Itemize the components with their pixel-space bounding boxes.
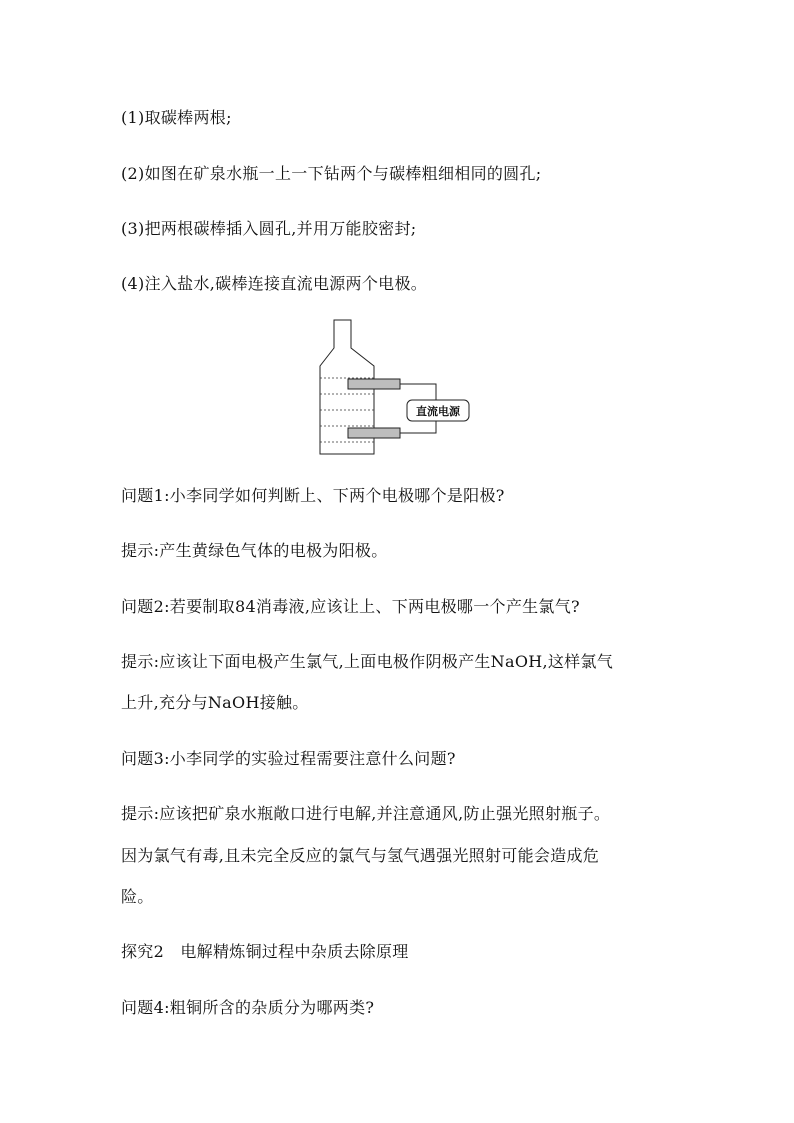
- lower-wire: [400, 421, 436, 433]
- step-1: (1)取碳棒两根;: [121, 108, 232, 127]
- hint-1: 提示:产生黄绿色气体的电极为阳极。: [121, 541, 388, 560]
- upper-wire: [400, 384, 436, 400]
- question-1: 问题1:小李同学如何判断上、下两个电极哪个是阳极?: [121, 486, 505, 505]
- hint-3-line-1: 提示:应该把矿泉水瓶敞口进行电解,并注意通风,防止强光照射瓶子。: [121, 804, 611, 823]
- step-2: (2)如图在矿泉水瓶一上一下钻两个与碳棒粗细相同的圆孔;: [121, 164, 542, 183]
- hint-2-line-1: 提示:应该让下面电极产生氯气,上面电极作阴极产生NaOH,这样氯气: [121, 652, 614, 671]
- hint-2-line-2: 上升,充分与NaOH接触。: [121, 693, 309, 712]
- question-4: 问题4:粗铜所含的杂质分为哪两类?: [121, 998, 375, 1017]
- question-3: 问题3:小李同学的实验过程需要注意什么问题?: [121, 749, 456, 768]
- section-title: 探究2 电解精炼铜过程中杂质去除原理: [121, 942, 409, 961]
- step-3: (3)把两根碳棒插入圆孔,并用万能胶密封;: [121, 219, 417, 238]
- dc-power-supply-label: 直流电源: [416, 405, 460, 418]
- upper-carbon-rod: [348, 379, 400, 389]
- hint-3-line-3: 险。: [121, 887, 154, 906]
- lower-carbon-rod: [348, 428, 400, 438]
- step-4: (4)注入盐水,碳棒连接直流电源两个电极。: [121, 274, 428, 293]
- electrolysis-bottle-diagram: [316, 318, 486, 458]
- question-2: 问题2:若要制取84消毒液,应该让上、下两电极哪一个产生氯气?: [121, 597, 580, 616]
- hint-3-line-2: 因为氯气有毒,且未完全反应的氯气与氢气遇强光照射可能会造成危: [121, 846, 600, 865]
